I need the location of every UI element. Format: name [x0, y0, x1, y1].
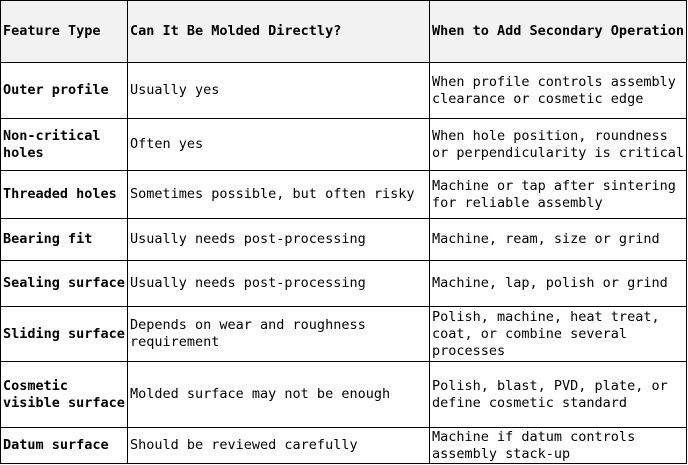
table-row: [1, 63, 687, 119]
feature-cell: Sliding surface: [1, 307, 128, 362]
table-row: [1, 261, 687, 307]
feature-cell: Outer profile: [1, 63, 128, 119]
molded-cell: Usually needs post-processing: [128, 261, 430, 307]
table-row: [1, 219, 687, 261]
operation-cell: Polish, machine, heat treat, coat, or combine several processes: [430, 307, 687, 362]
molded-cell: Usually needs post-processing: [128, 219, 430, 261]
feature-cell: Non-critical holes: [1, 119, 128, 171]
header-feature-type: Feature Type: [1, 1, 128, 63]
operation-cell: Machine, ream, size or grind: [430, 219, 687, 261]
table-row: [1, 171, 687, 219]
molded-cell: Usually yes: [128, 63, 430, 119]
header-molded-directly: Can It Be Molded Directly?: [128, 1, 430, 63]
operation-cell: When hole position, roundness or perpendicularity is critical: [430, 119, 687, 171]
header-secondary-operation: When to Add Secondary Operation: [430, 1, 687, 63]
operation-cell: Polish, blast, PVD, plate, or define cosmetic standard: [430, 362, 687, 428]
molded-cell: Sometimes possible, but often risky: [128, 171, 430, 219]
table-row: [1, 119, 687, 171]
table-row: [1, 307, 687, 362]
table-row: [1, 362, 687, 428]
operation-cell: Machine if datum controls assembly stack-up: [430, 428, 687, 464]
operation-cell: When profile controls assembly clearance or cosmetic edge: [430, 63, 687, 119]
feature-cell: Sealing surface: [1, 261, 128, 307]
feature-cell: Threaded holes: [1, 171, 128, 219]
feature-cell: Cosmetic visible surface: [1, 362, 128, 428]
header-row: [1, 1, 687, 63]
operation-cell: Machine, lap, polish or grind: [430, 261, 687, 307]
feature-cell: Bearing fit: [1, 219, 128, 261]
molded-cell: Should be reviewed carefully: [128, 428, 430, 464]
feature-cell: Datum surface: [1, 428, 128, 464]
molded-cell: Molded surface may not be enough: [128, 362, 430, 428]
operation-cell: Machine or tap after sintering for reliable assembly: [430, 171, 687, 219]
table-row: [1, 428, 687, 464]
molded-cell: Often yes: [128, 119, 430, 171]
molded-cell: Depends on wear and roughness requirement: [128, 307, 430, 362]
